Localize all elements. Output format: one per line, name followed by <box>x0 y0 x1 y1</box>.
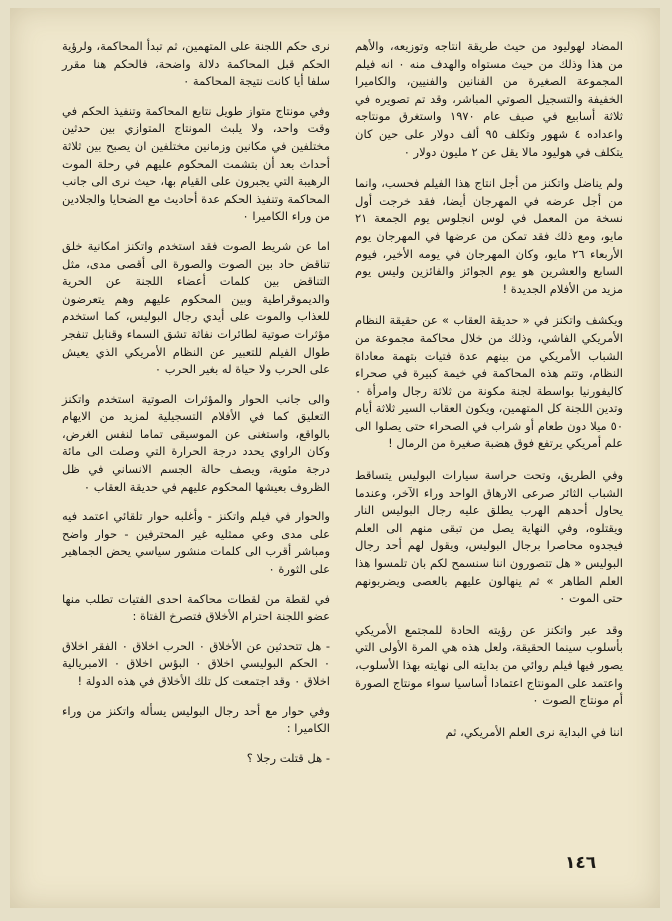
paragraph: نرى حكم اللجنة على المتهمين، ثم تبدأ المحاكمة، ولرؤية الحكم قبل المحاكمة دلالة واضحة، فالحكم هنا مقرر سلفا أيا كانت نتيجة المحاكمة ٠ <box>62 39 330 89</box>
dialogue-line: - هل تتحدثين عن الأخلاق ٠ الحرب اخلاق ٠ الفقر اخلاق ٠ الحكم البوليسي اخلاق ٠ البؤس اخلاق ٠ الامبريالية اخلاق ٠ وقد اجتمعت كل تلك الأخلاق في هذه الدولة ! <box>62 638 331 688</box>
paragraph: اننا في البداية نرى العلم الأمريكي، ثم <box>445 724 623 739</box>
dialogue-line: - هل قتلت رجلا ؟ <box>246 750 330 765</box>
paragraph: ولم يناضل واتكنز من أجل انتاج هذا الفيلم فحسب، وانما من أجل عرضه في المهرجان أيضا، فقد خرجت أول نسخة من المعمل في لوس انجلوس يوم الجمعة ٢١ مايو، ومع ذلك فقد تمكن من عرضها في المهرجان يوم الأربعاء ٢٦ مايو، وكان المهرجان في يومه الأخير، فيوم السابع والعشرين هو يوم الجوائز والفائزين وليس يوم مزيد من الأفلام الجديدة ! <box>355 176 624 296</box>
paragraph: المضاد لهوليود من حيث طريقة انتاجه وتوزيعه، والأهم من هذا وذلك من حيث مستواه والهدف منه ٠ انه فيلم المجموعة الصغيرة من الفنانين والفنيين، والكاميرا الخفيفة والتسجيل الصوتي المباشر، وقد تم تصويره في ثلاثة أسابيع في صيف عام ١٩٧٠ واستغرق مونتاجه واعداده ٤ شهور وتكلف ٩٥ ألف دولار على حين كان يتكلف في هوليود مالا يقل عن ٢ مليون دولار ٠ <box>355 39 624 159</box>
paragraph: وفي مونتاج متواز طويل نتابع المحاكمة وتنفيذ الحكم في وقت واحد، ولا يلبث المونتاج المتوازي بين حدثين مختلفين في مكانين وزمانين مختلفين ان يصبح بين ثلاثة أحداث بعد أن بتشمت المحكوم عليهم في رحلة الموت الرهيبة التي يجبرون على القيام بها، حيث نرى الى جانب المحاكمة وتنفيذ الحكم عدة أحاديث مع الضحايا والجلادين من وراء الكاميرا ٠ <box>62 103 330 224</box>
paragraph: وفي الطريق، وتحت حراسة سيارات البوليس يتساقط الشباب الثائر صرعى الارهاق الواحد وراء الآخر، وعندما يحاول أحدهم الهرب يطلق عليه رجال البوليس النار ويقتلوه، وفي النهاية يصل من تبقى منهم الى العلم فيجدوه محاصرا برجال البوليس، ويقول لهم أحد رجال البوليس « هل تتصورون اننا سنسمح لكم بان تلمسوا هذا العلم الطاهر » ثم ينهالون عليهم بالعصى ويضربونهم حتى الموت ٠ <box>355 468 623 606</box>
page-number: ١٤٦ <box>565 853 597 873</box>
paragraph: في لقطة من لقطات محاكمة احدى الفتيات تطلب منها عضو اللجنة احترام الأخلاق فتصرخ الفتاة : <box>62 591 330 624</box>
paragraph: وقد عبر واتكنز عن رؤيته الحادة للمجتمع الأمريكي بأسلوب سينما الحقيقة، ولعل هذه هي المرة الأولى التي يصور فيها فيلم روائي من بدايته الى نهايته بهذا الأسلوب، واعتمد على المونتاج اعتمادا أساسيا سواء مونتاج الصورة أم مونتاج الصوت ٠ <box>355 622 623 708</box>
right-text-column <box>355 38 623 755</box>
book-page <box>10 8 660 908</box>
left-text-column <box>62 38 330 779</box>
paragraph: وفي حوار مع أحد رجال البوليس يسأله واتكنز من وراء الكاميرا : <box>62 703 330 736</box>
paragraph: ويكشف واتكنز في « حديقة العقاب » عن حقيقة النظام الأمريكي الفاشي، وذلك من خلال محاكمة مجموعة من الشباب الأمريكي من بينهم عدة فتيات بتهمة معاداة النظام، وتتم هذه المحاكمة في خيمة كبيرة في صحراء كاليفورنيا بواسطة لجنة مكونة من ثلاثة رجال وامرأة ٠ وتدين اللجنة كل المتهمين، ويكون العقاب السير ثلاثة أيام ٥٠ ميلا دون طعام أو شراب في الصحراء حتى يصلوا الى علم أمريكي يرتفع فوق هضبة صغيرة من الرمال ! <box>355 313 623 451</box>
paragraph: اما عن شريط الصوت فقد استخدم واتكنز امكانية خلق تناقض حاد بين الصوت والصورة الى أقصى مدى، مثل التناقض بين كلمات أعضاء اللجنة عن الحرية والديموقراطية وبين المحكوم عليهم وهم يتعرضون للعذاب والموت على أيدي رجال البوليس، كما استخدم مؤثرات صوتية لطائرات نفاثة تشق السماء وقنابل تنفجر طوال الفيلم للتعبير عن النظام الأمريكي الذي يعيش على الحرب ولا حياة له بغير الحرب ٠ <box>62 238 330 377</box>
paragraph: والى جانب الحوار والمؤثرات الصوتية استخدم واتكنز التعليق كما في الأفلام التسجيلية لمزيد من الايهام بالواقع، واستغنى عن الموسيقى تماما لنفس الغرض، وكان الراوي يحدد درجة الحرارة التي وصلت الى مائة درجة مئوية، ويصف حالة الجسم الانساني في ظل الظروف بعيشها المحكوم عليهم في حديقة العقاب ٠ <box>62 391 330 494</box>
paragraph: والحوار في فيلم واتكنز - وأغلبه حوار تلقائي اعتمد فيه على مدى وعي ممثليه غير المحترفين - حوار واضح ومباشر أقرب الى كلمات منشور سياسي يحض الجماهير على الثورة ٠ <box>62 509 330 577</box>
